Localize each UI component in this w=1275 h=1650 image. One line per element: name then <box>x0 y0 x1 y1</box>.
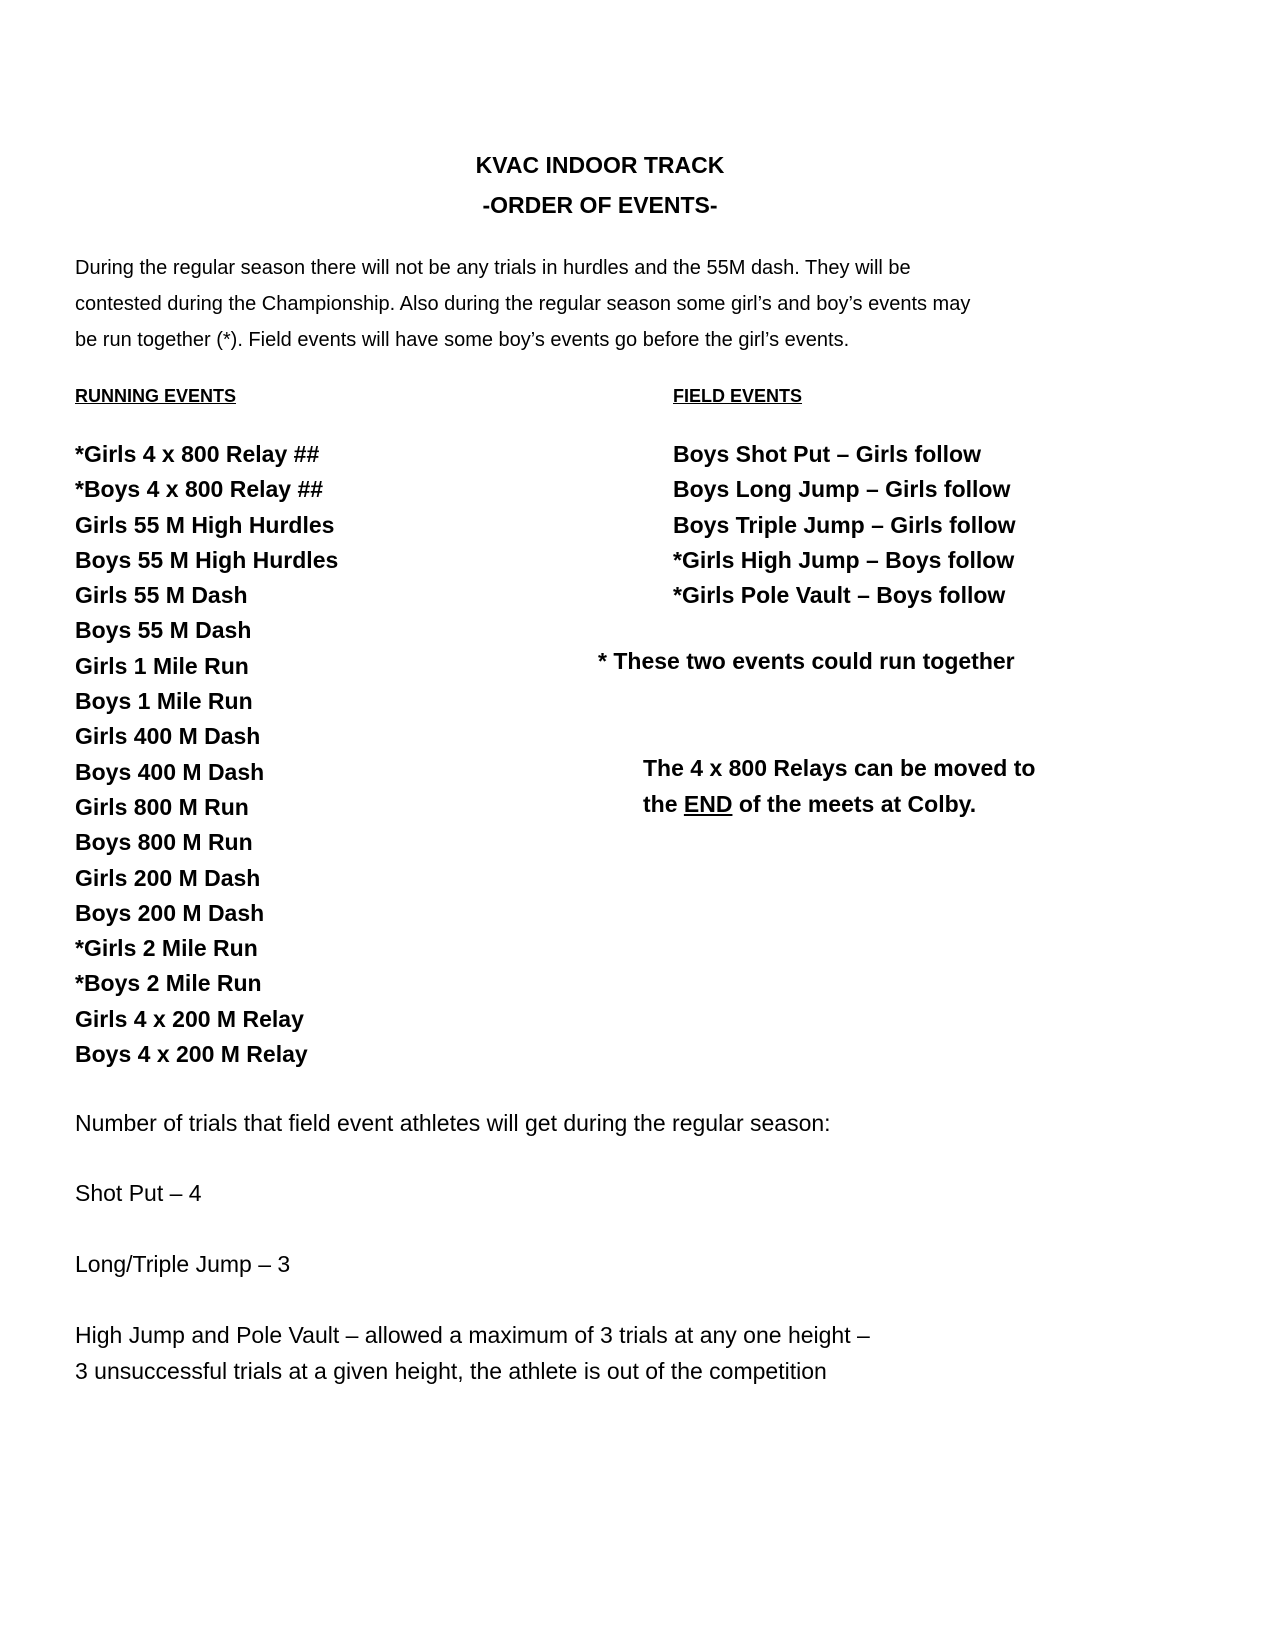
relay-note-text: of the meets at Colby. <box>732 791 977 817</box>
relay-note-line: The 4 x 800 Relays can be moved to <box>643 755 1036 781</box>
running-event-item: Boys 800 M Run <box>75 829 253 856</box>
relay-note-emphasis: END <box>683 791 733 817</box>
running-event-item: Girls 200 M Dash <box>75 864 261 891</box>
document-subtitle: -ORDER OF EVENTS- <box>482 192 718 218</box>
document-title: KVAC INDOOR TRACK <box>475 152 725 178</box>
running-event-item: Girls 1 Mile Run <box>75 652 249 679</box>
field-event-item: Boys Triple Jump – Girls follow <box>673 511 1016 538</box>
relay-note-text: the <box>643 791 684 817</box>
running-event-item: *Boys 4 x 800 Relay ## <box>75 476 324 503</box>
running-event-item: *Girls 4 x 800 Relay ## <box>75 441 320 467</box>
running-event-item: Girls 55 M Dash <box>75 582 248 609</box>
running-event-item: Girls 400 M Dash <box>75 723 261 750</box>
running-events-list <box>75 437 338 1072</box>
field-events-list <box>673 437 1016 613</box>
running-event-item: Girls 55 M High Hurdles <box>75 511 335 538</box>
trials-long-triple-jump: Long/Triple Jump – 3 <box>75 1251 291 1277</box>
field-events-heading: FIELD EVENTS <box>673 386 803 406</box>
trials-shot-put: Shot Put – 4 <box>75 1180 202 1206</box>
running-events-heading: RUNNING EVENTS <box>75 386 237 406</box>
field-event-item: *Girls High Jump – Boys follow <box>673 546 1015 573</box>
running-event-item: Boys 4 x 200 M Relay <box>75 1041 308 1068</box>
running-event-item: Boys 200 M Dash <box>75 899 265 926</box>
running-event-item: Girls 4 x 200 M Relay <box>75 1005 304 1032</box>
intro-line: be run together (*). Field events will have some boy’s events go before the girl’s events. <box>75 329 850 351</box>
trials-high-jump-pole-vault: High Jump and Pole Vault – allowed a maximum of 3 trials at any one height – <box>75 1322 870 1348</box>
running-event-item: Boys 1 Mile Run <box>75 688 253 715</box>
field-event-item: Boys Long Jump – Girls follow <box>673 476 1011 503</box>
intro-line: During the regular season there will not be any trials in hurdles and the 55M dash. They will be <box>75 257 911 279</box>
running-event-item: *Girls 2 Mile Run <box>75 935 258 962</box>
running-event-item: Boys 55 M High Hurdles <box>75 546 339 573</box>
trials-intro: Number of trials that field event athletes will get during the regular season: <box>75 1110 831 1136</box>
intro-line: contested during the Championship. Also during the regular season some girl’s and boy’s events may <box>75 293 971 315</box>
running-event-item: Boys 400 M Dash <box>75 758 265 785</box>
running-event-item: Girls 800 M Run <box>75 793 249 820</box>
run-together-note: * These two events could run together <box>598 648 1015 674</box>
trials-high-jump-pole-vault: 3 unsuccessful trials at a given height, the athlete is out of the competition <box>75 1358 827 1384</box>
field-event-item: Boys Shot Put – Girls follow <box>673 441 981 467</box>
field-event-item: *Girls Pole Vault – Boys follow <box>673 582 1006 609</box>
running-event-item: Boys 55 M Dash <box>75 617 252 644</box>
running-event-item: *Boys 2 Mile Run <box>75 970 262 997</box>
intro-paragraph <box>75 250 1155 358</box>
relay-note-line <box>643 791 976 818</box>
